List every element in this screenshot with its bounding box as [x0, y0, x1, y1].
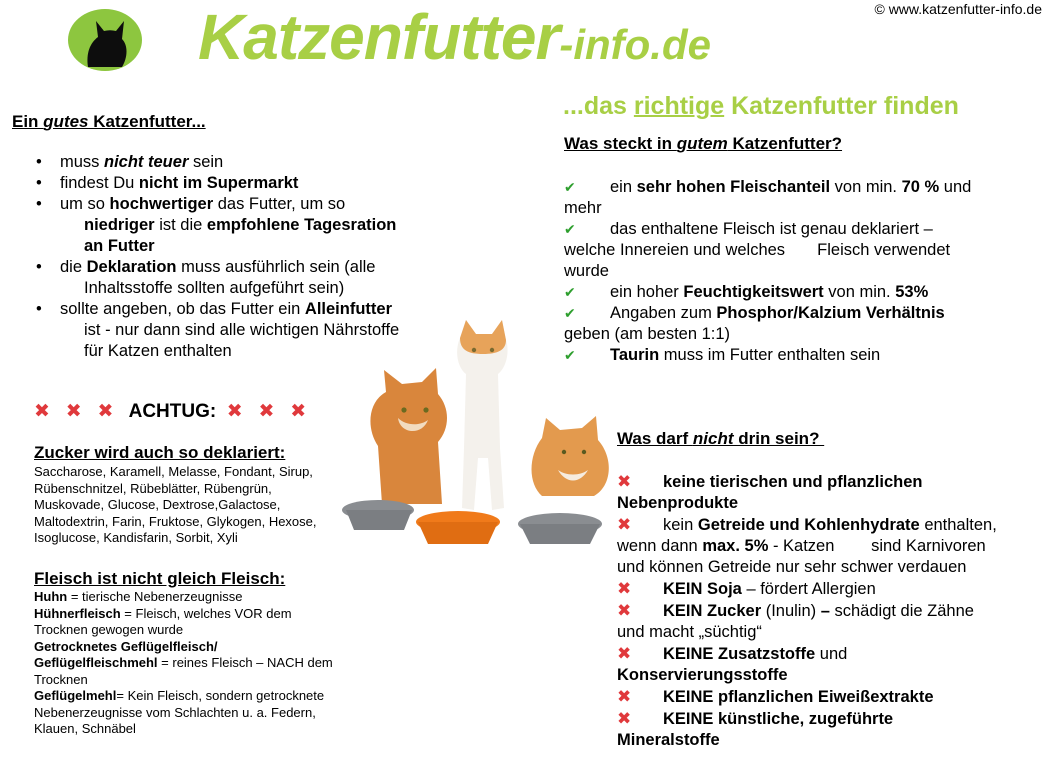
list-item: ✔ ein hoher Feuchtigkeitswert von min. 53%: [564, 283, 929, 301]
cat-illustration: [370, 368, 447, 504]
list-item: • um so hochwertiger das Futter, um so niedriger ist die empfohlene Tagesration an Futter: [36, 194, 456, 257]
bad-ingredients-list: ✖ keine tierischen und pflanzlichen Nebenprodukte ✖ kein Getreide und Kohlenhydrate enthalten, wenn dann max. 5% - Katzen sind Karnivoren und können Getreide nur sehr schwer verdauen ✖ KEIN Soja – fördert Allergien ✖ KEIN Zucker (Inulin) – schädigt die Zähne und macht „süchtig“ ✖ KEINE Zusatzstoffe und Konservierungsstoffe ✖ KEINE pflanzlichen Eiweißextrakte ✖ KEINE künstliche, zugeführte Mineralstoffe: [617, 471, 1047, 751]
right-heading-bad: Was darf nicht drin sein?: [617, 429, 825, 448]
bowl-illustration: [416, 511, 500, 544]
list-item: ✖ KEINE Zusatzstoffe und: [617, 644, 848, 663]
list-item: ✖ keine tierischen und pflanzlichen: [617, 472, 923, 491]
list-item: ✖ KEINE pflanzlichen Eiweißextrakte: [617, 687, 934, 706]
list-item: ✔ das enthaltene Fleisch ist genau deklariert –: [564, 220, 933, 238]
list-item: ✖ kein Getreide und Kohlenhydrate enthalten,: [617, 515, 997, 534]
check-icon: ✔: [564, 284, 576, 300]
list-item: ✖ KEIN Soja – fördert Allergien: [617, 579, 876, 598]
check-icon: ✔: [564, 347, 576, 363]
cross-icon: ✖: [617, 515, 632, 534]
cross-icon: ✖: [34, 401, 50, 422]
meat-heading: Fleisch ist nicht gleich Fleisch:: [34, 569, 286, 588]
copyright-notice: © www.katzenfutter-info.de: [874, 1, 1042, 17]
sugar-heading: Zucker wird auch so deklariert:: [34, 443, 286, 462]
meat-list: Huhn = tierische Nebenerzeugnisse Hühnerfleisch = Fleisch, welches VOR dem Trocknen gewogen wurde Getrocknetes Geflügelfleisch/ Geflügelfleischmehl = reines Fleisch – NACH dem Trocknen Geflügelmehl= Kein Fleisch, sondern getrocknete Nebenerzeugnisse vom Schlachten u. a. Federn, Klauen, Schnäbel: [34, 589, 333, 736]
list-item: ✔ ein sehr hohen Fleischanteil von min. 70 % und: [564, 178, 972, 196]
bowl-illustration: [342, 500, 414, 530]
achtung-warning: ✖ ✖ ✖ ACHTUG: ✖ ✖ ✖: [34, 401, 307, 422]
bowl-illustration: [518, 513, 602, 544]
check-icon: ✔: [564, 305, 576, 321]
cross-icon: ✖: [617, 579, 632, 598]
cross-icon: ✖: [617, 644, 632, 663]
cat-illustration: [532, 416, 609, 496]
check-icon: ✔: [564, 221, 576, 237]
cross-icon: ✖: [617, 601, 632, 620]
cross-icon: ✖: [65, 401, 82, 422]
cross-icon: ✖: [617, 472, 632, 491]
cross-icon: ✖: [97, 401, 114, 422]
list-item: • die Deklaration muss ausführlich sein (alle Inhaltsstoffe sollten aufgeführt sein): [36, 257, 456, 299]
list-item: • muss nicht teuer sein: [36, 152, 456, 173]
cross-icon: ✖: [290, 401, 307, 422]
check-icon: ✔: [564, 179, 576, 195]
good-ingredients-list: ✔ ein sehr hohen Fleischanteil von min. 70 % und mehr ✔ das enthaltene Fleisch ist genau deklariert – welche Innereien und welches Fleisch verwendet wurde ✔ ein hoher Feuchtigkeitswert von min. 53% ✔ Angaben zum Phosphor/Kalzium Verhältnis geben (am besten 1:1) ✔ Taurin muss im Futter enthalten sein: [564, 177, 1044, 366]
right-heading-good: Was steckt in gutem Katzenfutter?: [564, 134, 843, 153]
list-item: ✖ KEINE künstliche, zugeführte: [617, 709, 894, 728]
list-item: • findest Du nicht im Supermarkt: [36, 173, 456, 194]
cross-icon: ✖: [226, 401, 243, 422]
sugar-list: Saccharose, Karamell, Melasse, Fondant, Sirup, Rübenschnitzel, Rübeblätter, Rübengrün, Muskovade, Glucose, Dextrose,Galactose, Maltodextrin, Farin, Fruktose, Glykogen, Hexose, Isoglucose, Kandisfarin, Sorbit, Xyli: [34, 464, 317, 545]
cat-illustration: [457, 320, 507, 510]
list-item: ✖ KEIN Zucker (Inulin) – schädigt die Zähne: [617, 601, 974, 620]
tagline: ...das richtige Katzenfutter finden: [563, 92, 959, 120]
cross-icon: ✖: [258, 401, 275, 422]
cross-icon: ✖: [617, 709, 632, 728]
left-heading: Ein gutes Katzenfutter...: [12, 112, 206, 131]
cross-icon: ✖: [617, 687, 632, 706]
brand-logo: Katzenfutter-info.de: [198, 1, 711, 73]
cat-logo-icon: [68, 9, 142, 71]
list-item: ✔ Angaben zum Phosphor/Kalzium Verhältnis: [564, 304, 945, 322]
list-item: • sollte angeben, ob das Futter ein Alleinfutter ist - nur dann sind alle wichtigen Nährstoffe für Katzen enthalten: [36, 299, 456, 362]
list-item: ✔ Taurin muss im Futter enthalten sein: [564, 346, 881, 364]
